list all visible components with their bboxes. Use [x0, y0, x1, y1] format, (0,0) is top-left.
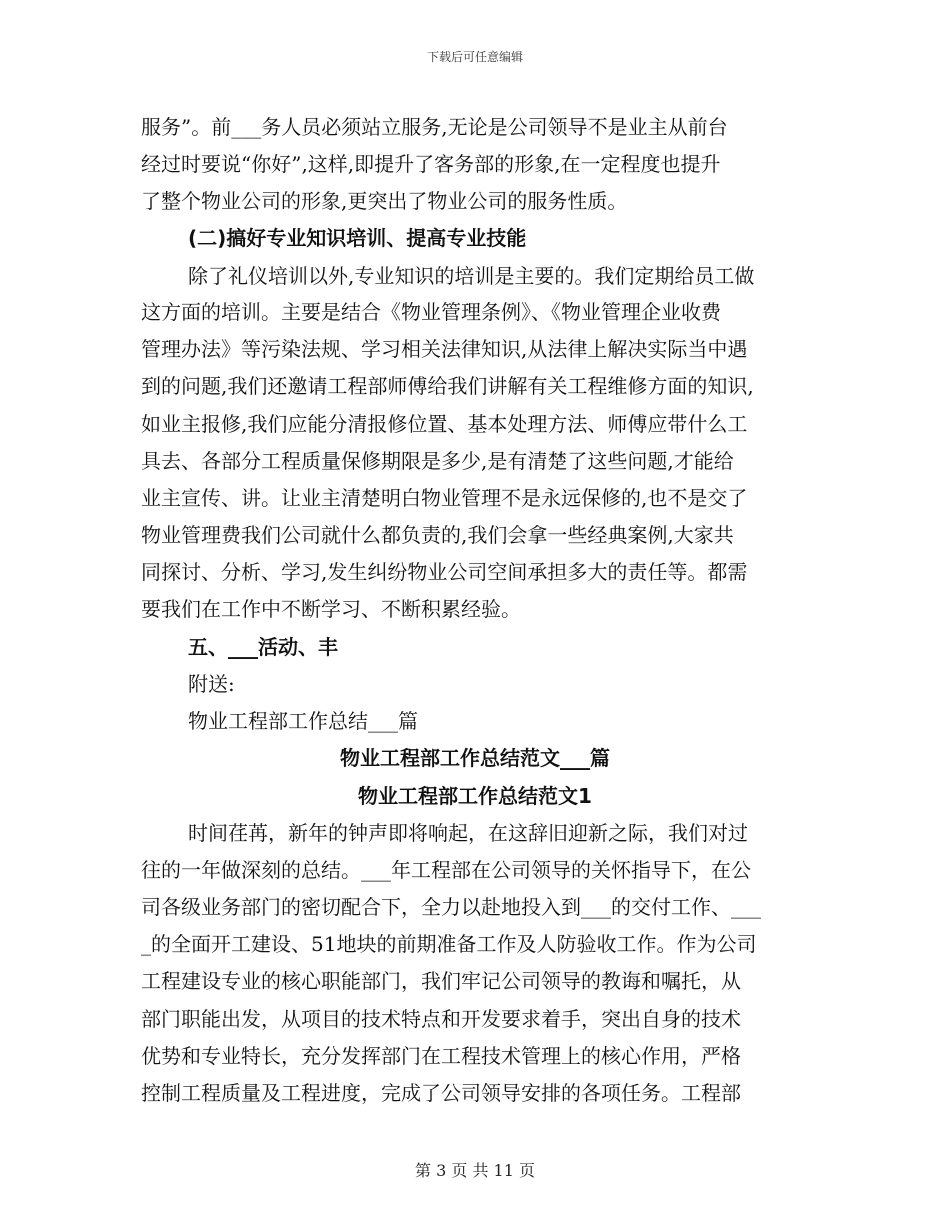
- body-line: 往的一年做深刻的总结。___年工程部在公司领导的关怀指导下，在公: [141, 858, 751, 882]
- document-title: 物业工程部工作总结范文___篇: [340, 746, 610, 770]
- body-line: 这方面的培训。主要是结合《物业管理条例》、《物业管理企业收费: [141, 300, 721, 324]
- body-line: 具去、各部分工程质量保修期限是多少,是有清楚了这些问题,才能给: [141, 449, 734, 473]
- body-line: 了整个物业公司的形象,更突出了物业公司的服务性质。: [141, 189, 628, 213]
- body-line: 部门职能出发，从项目的技术特点和开发要求着手，突出自身的技术: [141, 1007, 741, 1031]
- body-line: 要我们在工作中不断学习、不断积累经验。: [141, 597, 521, 621]
- body-line: 同探讨、分析、学习,发生纠纷物业公司空间承担多大的责任等。都需: [141, 560, 748, 584]
- body-line: 司各级业务部门的密切配合下，全力以赴地投入到___的交付工作、___: [141, 895, 761, 919]
- body-line: 时间荏苒，新年的钟声即将响起，在这辞旧迎新之际，我们对过: [188, 821, 748, 845]
- body-line: 到的问题,我们还邀请工程部师傅给我们讲解有关工程维修方面的知识,: [141, 374, 754, 398]
- body-line: 除了礼仪培训以外,专业知识的培训是主要的。我们定期给员工做: [188, 264, 755, 288]
- body-line: 物业管理费我们公司就什么都负责的,我们会拿一些经典案例,大家共: [141, 523, 734, 547]
- body-line: 如业主报修,我们应能分清报修位置、基本处理方法、师傅应带什么工: [141, 412, 748, 436]
- body-line: _的全面开工建设、51地块的前期准备工作及人防验收工作。作为公司: [141, 932, 757, 956]
- page-header-note: 下载后可任意编辑: [426, 50, 523, 64]
- section-heading: (二)搞好专业知识培训、提高专业技能: [188, 226, 527, 250]
- body-line: 工程建设专业的核心职能部门，我们牢记公司领导的教诲和嘱托，从: [141, 969, 741, 993]
- body-line: 附送:: [188, 672, 235, 696]
- body-line: 控制工程质量及工程进度，完成了公司领导安排的各项任务。工程部: [141, 1081, 741, 1105]
- body-line: 经过时要说“你好”,这样,即提升了客务部的形象,在一定程度也提升: [141, 152, 721, 176]
- body-line: 优势和专业特长，充分发挥部门在工程技术管理上的核心作用，严格: [141, 1044, 741, 1068]
- body-line: 管理办法》等污染法规、学习相关法律知识,从法律上解决实际当中遇: [141, 337, 748, 361]
- document-subtitle: 物业工程部工作总结范文1: [358, 784, 592, 808]
- body-line: 业主宣传、讲。让业主清楚明白物业管理不是永远保修的,也不是交了: [141, 486, 748, 510]
- page-number-footer: 第 3 页 共 11 页: [415, 1161, 535, 1180]
- body-line: 物业工程部工作总结___篇: [188, 709, 418, 733]
- body-line: 服务”。前___务人员必须站立服务,无论是公司领导不是业主从前台: [141, 115, 728, 139]
- section-heading: 五、___活动、丰: [188, 635, 338, 659]
